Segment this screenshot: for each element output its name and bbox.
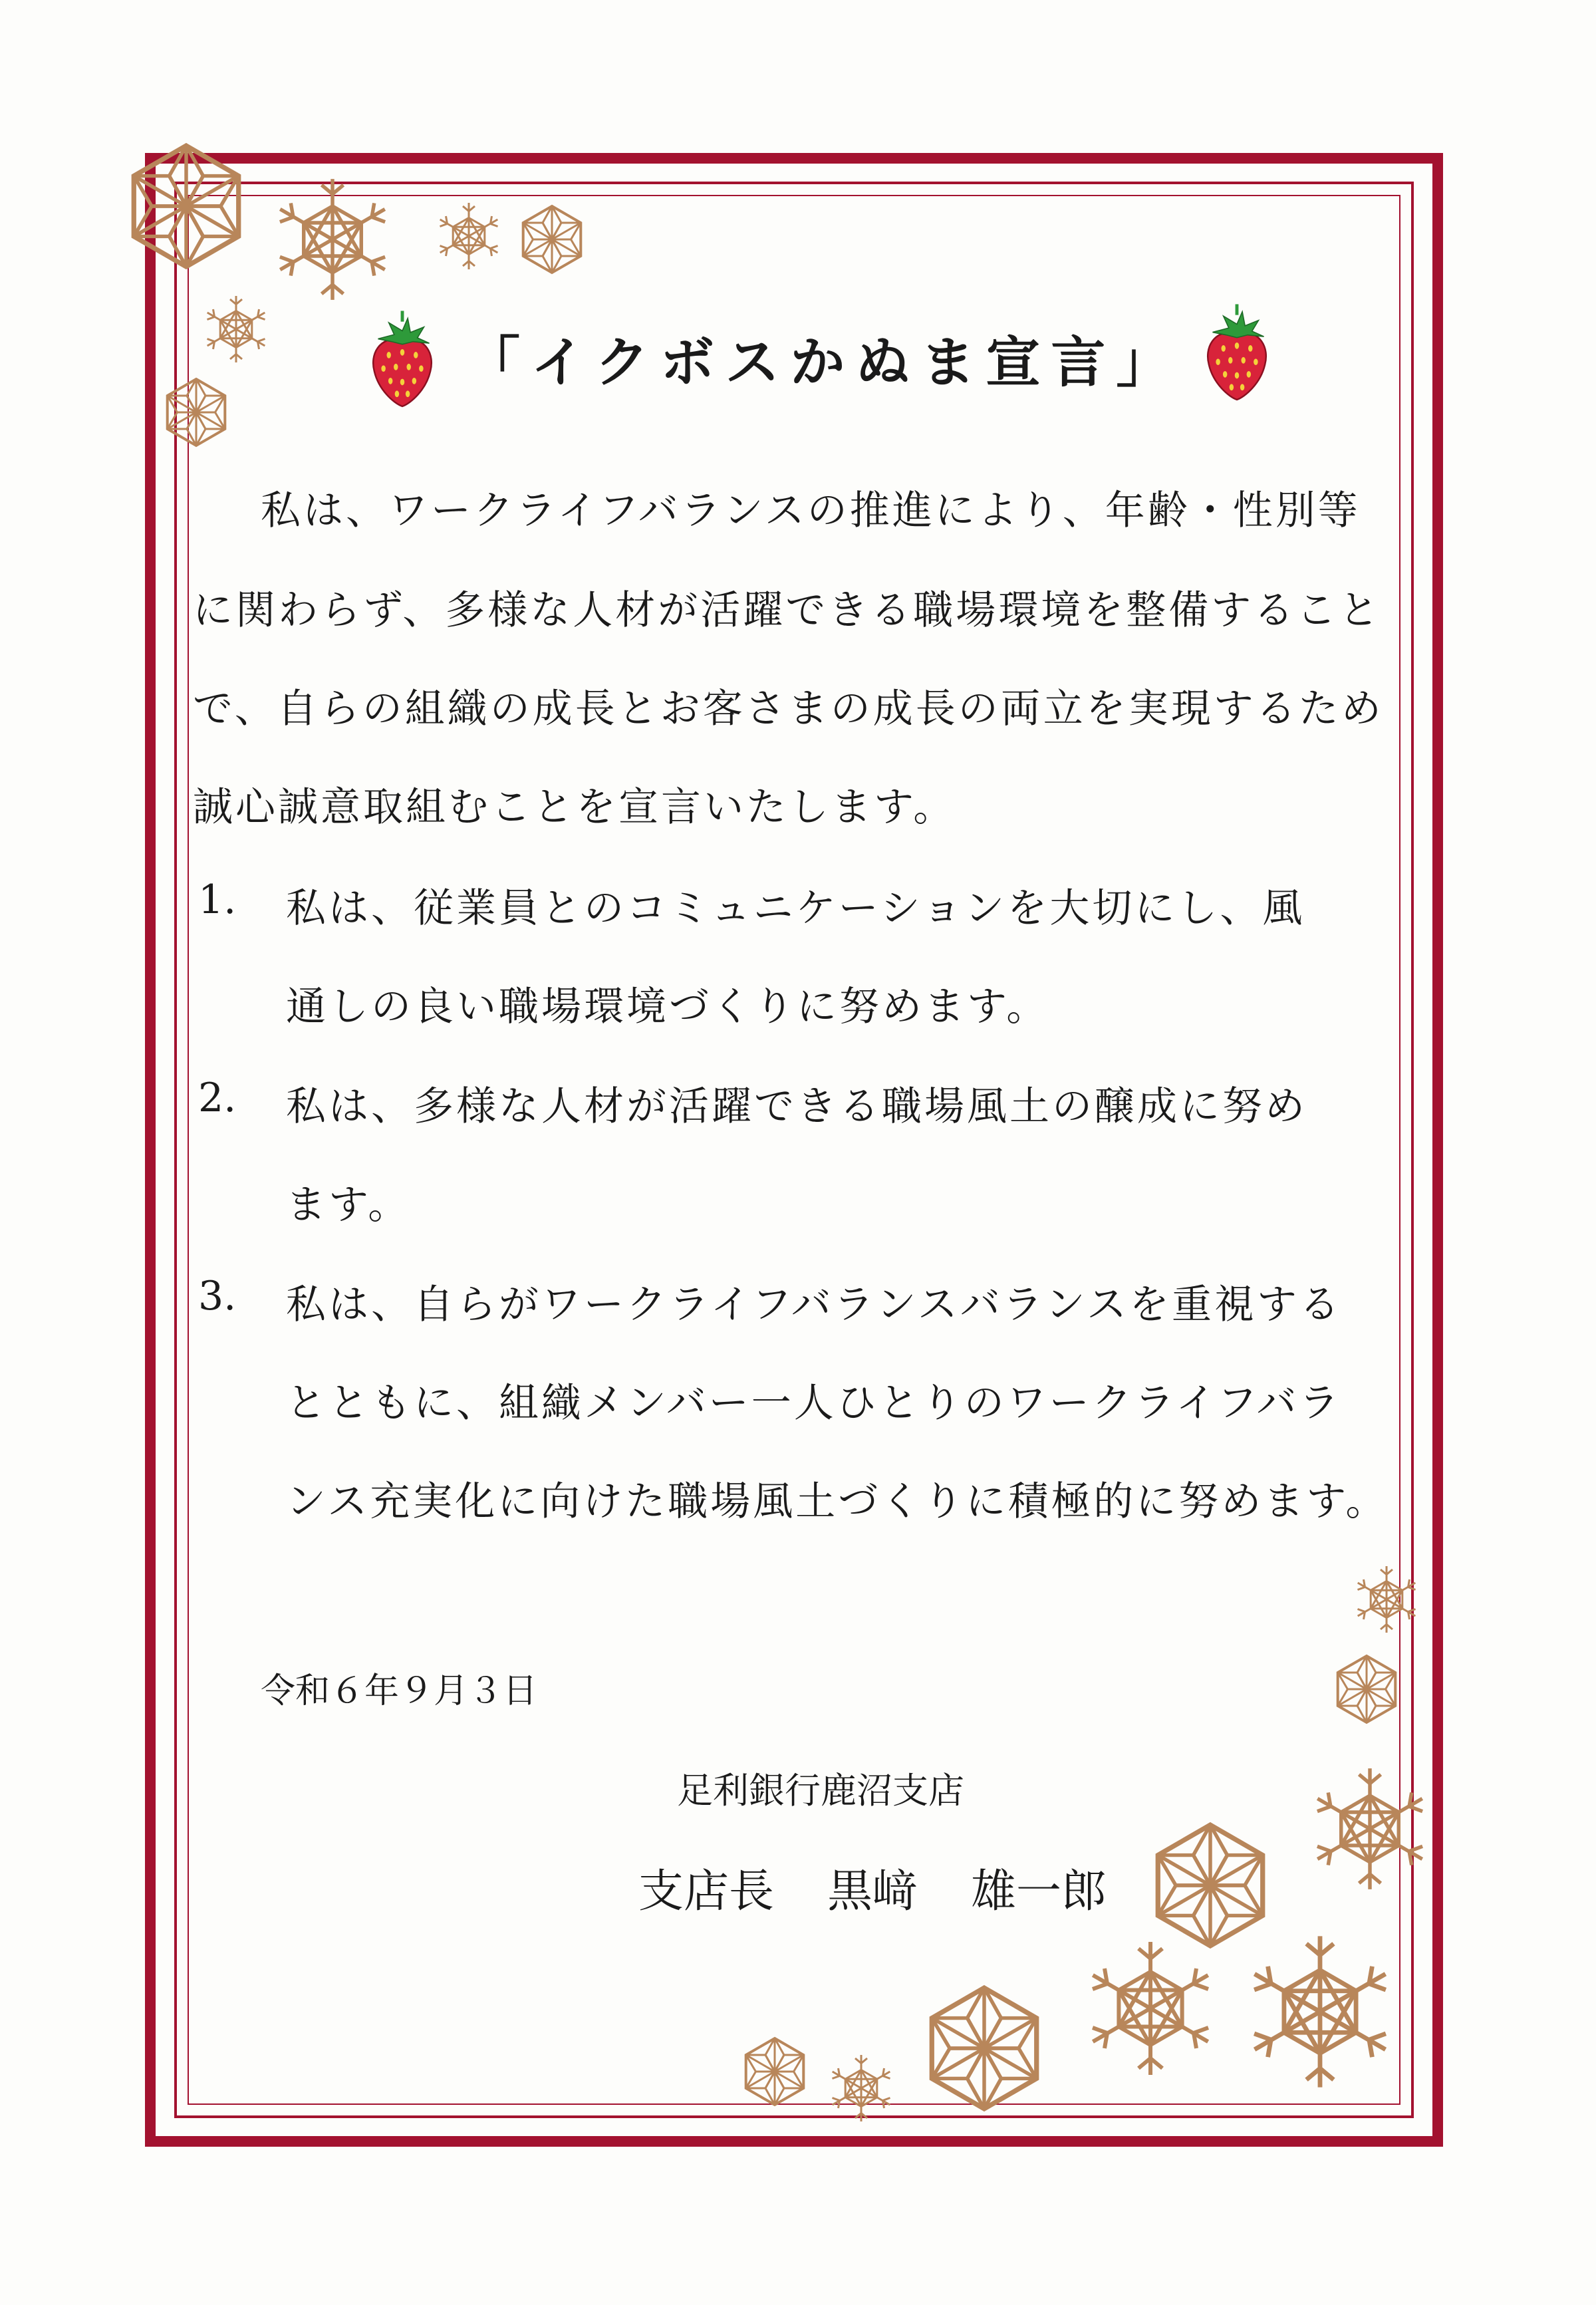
asanoha-snowflake-icon (515, 203, 589, 276)
item-line: 私は、自らがワークライフバランスバランスを重視する (286, 1282, 1342, 1328)
signature-given-name: 雄一郎 (971, 1865, 1107, 1918)
asanoha-snowflake-icon (1077, 1935, 1224, 2082)
signature-line (638, 1855, 1107, 1920)
signature-position: 支店長 (638, 1865, 775, 1918)
organization-name: 足利銀行鹿沼支店 (677, 1770, 964, 1812)
asanoha-snowflake-icon (160, 376, 233, 449)
asanoha-snowflake-icon (1330, 1653, 1403, 1726)
asanoha-snowflake-icon (120, 140, 253, 273)
intro-line: に関わらず、多様な人材が活躍できる職場環境を整備すること (193, 587, 1382, 634)
item-line: ます。 (286, 1182, 411, 1228)
item-line: ンス充実化に向けた職場風土づくりに積極的に努めます。 (286, 1478, 1389, 1525)
item-line: 通しの良い職場環境づくりに努めます。 (286, 984, 1049, 1030)
intro-line: 誠心誠意取組むことを宣言いたします。 (193, 784, 956, 831)
asanoha-snowflake-icon (266, 173, 399, 306)
asanoha-snowflake-icon (825, 2052, 898, 2125)
strawberry-icon (359, 309, 446, 409)
intro-line: で、自らの組織の成長とお客さまの成長の両立を実現するため (193, 686, 1384, 732)
item-line: とともに、組織メンバー一人ひとりのワークライフバラ (286, 1380, 1342, 1426)
item-line: 私は、多様な人材が活躍できる職場風土の醸成に努め (286, 1083, 1307, 1130)
item-number: 1. (198, 877, 237, 923)
asanoha-snowflake-icon (200, 293, 273, 366)
asanoha-snowflake-icon (432, 200, 505, 273)
intro-line: 私は、ワークライフバランスの推進により、年齢・性別等 (261, 487, 1361, 534)
asanoha-snowflake-icon (1237, 1929, 1403, 2095)
asanoha-snowflake-icon (1303, 1762, 1436, 1895)
asanoha-snowflake-icon (918, 1982, 1051, 2115)
item-line: 私は、従業員とのコミュニケーションを大切にし、風 (286, 885, 1305, 932)
declaration-date: 令和６年９月３日 (261, 1671, 538, 1711)
item-number: 2. (198, 1075, 237, 1121)
page-title: 「イクボスかぬま宣言」 (466, 331, 1182, 394)
asanoha-snowflake-icon (1350, 1563, 1423, 1636)
strawberry-icon (1194, 303, 1280, 402)
item-number: 3. (198, 1273, 237, 1319)
asanoha-snowflake-icon (738, 2035, 811, 2108)
signature-surname: 黒﨑 (827, 1865, 918, 1918)
